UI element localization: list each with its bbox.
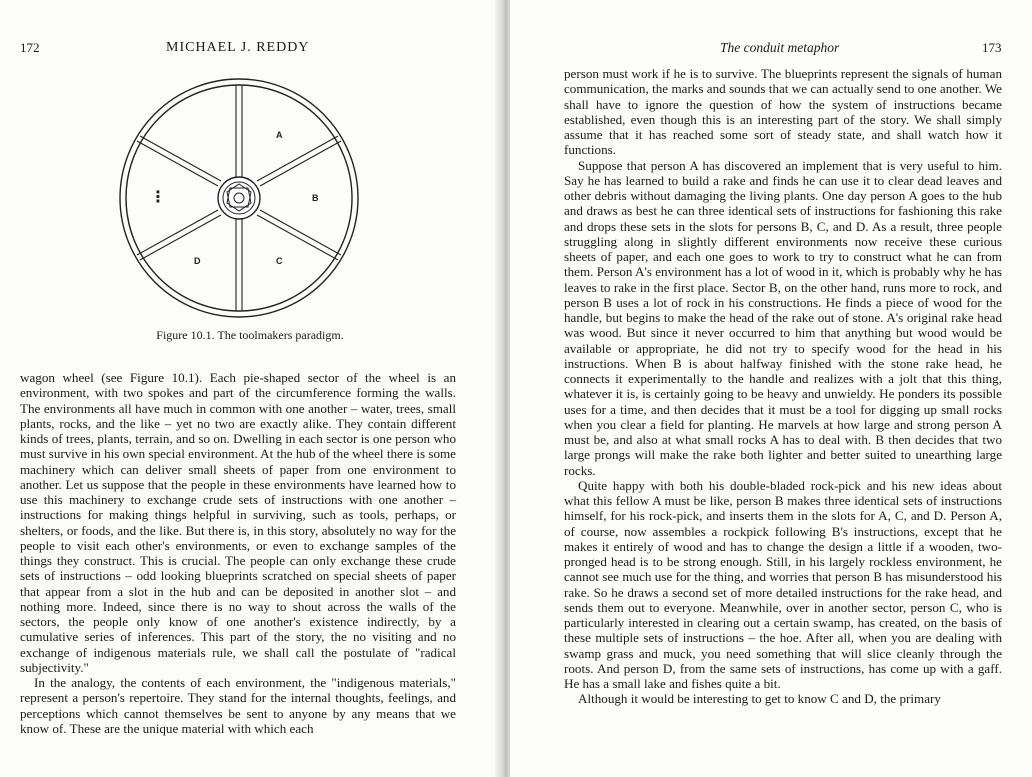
toolmakers-wheel-figure (114, 74, 364, 324)
figure-caption: Figure 10.1. The toolmakers paradigm. (156, 328, 344, 342)
sector-label-d: D (194, 256, 201, 266)
left-running-head: MICHAEL J. REDDY (166, 40, 310, 55)
right-paragraph-3: Quite happy with both his double-bladed rock-pick and his new ideas about what this fellow A must be like, person B makes three identical sets of instructions himself, for his rock-pick, and inserts them in the slots for A, C, and D. Person A, of course, now assembles a rockpick following B's instructions, except that he makes it entirely of wood and has to change the design a little if a wooden, two-pronged head is to be strong enough. Still, in his largely rockless environment, he cannot see much use for the thing, and worries that person B has misunderstood his rake. So he draws a second set of more detailed instructions for the rake head, and sends them out to everyone. Meanwhile, over in another sector, person C, who is particularly interested in clearing out a certain swamp, has created, on the basis of these multiple sets of instructions – the hoe. After all, when you are dealing with swamp grass and muck, you need something that will slice cleanly through the roots. And person D, from the same sets of instructions, has come up with a gaff. He has a small lake and fishes quite a bit. (564, 477, 1002, 691)
wagon-wheel-diagram (114, 74, 364, 324)
right-body-text (564, 66, 1002, 707)
left-paragraph-2: In the analogy, the contents of each environment, the "indigenous materials," represent a person's repertoire. They stand for the internal thoughts, feelings, and perceptions which cannot themselves be sent to anyone by any means that we know of. These are the unique material with which each (20, 675, 456, 736)
left-paragraph-1: wagon wheel (see Figure 10.1). Each pie-shaped sector of the wheel is an environment, with two spokes and part of the circumference forming the walls. The environments all have much in common with one another – water, trees, small plants, rocks, and the like – yet no two are exactly alike. They contain different kinds of trees, plants, terrain, and so on. Dwelling in each sector is one person who must survive in his own special environment. At the hub of the wheel there is some machinery which can deliver small sheets of paper from one environment to another. Let us suppose that the people in these environments have learned how to use this machinery to exchange crude sets of instructions with one another – instructions for making things helpful in surviving, such as tools, perhaps, or shelters, or foods, and the like. But there is, in this story, absolutely no way for the people to visit each other's environments, or even to exchange samples of the things they construct. This is crucial. The people can only exchange these crude sets of instructions – odd looking blueprints scratched on special sheets of paper that appear from a slot in the hub and can be deposited in another slot – and nothing more. Indeed, since there is no way to shout across the walls of the sectors, the people only know of one another's existence indirectly, by a cumulative series of inferences. This part of the story, the no visiting and no exchange of indigenous materials rule, we shall call the postulate of "radical subjectivity." (20, 370, 456, 675)
sector-label-b: B (312, 193, 319, 203)
sector-label-c: C (276, 256, 283, 266)
right-paragraph-1: person must work if he is to survive. The blueprints represent the signals of human communication, the marks and sounds that we can actually send to one another. We shall have to ignore the question of how the system of instructions became established, even though this is an interesting part of the story. We shall simply assume that it has reached some sort of steady state, and shall watch how it functions. (564, 66, 1002, 158)
right-paragraph-2: Suppose that person A has discovered an implement that is very useful to him. Say he has learned to build a rake and finds he can use it to clear dead leaves and other debris without damaging the living plants. One day person A goes to the hub and draws as best he can three identical sets of instructions for fashioning this rake and drops these sets in the slots for persons B, C, and D. As a result, three people struggling along in slightly different environments now receive these curious sheets of paper, and each one goes to work to try to construct what he can from them. Person A's environment has a lot of wood in it, which is probably why he has leaves to rake in the first place. Sector B, on the other hand, runs more to rock, and person B uses a lot of rock in his constructions. He finds a piece of wood for the handle, but begins to make the head of the rake out of stone. A's original rake head was wood. But since it never occurred to him that anything but wood would be available or appropriate, he did not try to specify wood for the head in his instructions. When B is about halfway finished with the stone rake head, he connects it experimentally to the handle and realizes with a jolt that this thing, whatever it is, is certainly going to be heavy and unwieldy. He ponders its possible uses for a time, and then decides that it must be a tool for digging up small rocks when you clear a field for planting. He marvels at how large and strong person A must be, and also at what small rocks A has to deal with. B then decides that two large prongs will make the rake both lighter and better suited to unearthing large rocks. (564, 157, 1002, 478)
right-paragraph-4: Although it would be interesting to get to know C and D, the primary (578, 691, 941, 707)
right-running-head: The conduit metaphor (720, 40, 840, 55)
wheel-hub (218, 177, 260, 219)
right-page-number: 173 (982, 40, 1002, 55)
left-page-number: 172 (20, 40, 40, 55)
sector-ellipsis: ⋮ (150, 189, 166, 206)
sector-label-a: A (276, 130, 283, 140)
left-page (0, 0, 500, 777)
left-body-text (20, 370, 456, 736)
